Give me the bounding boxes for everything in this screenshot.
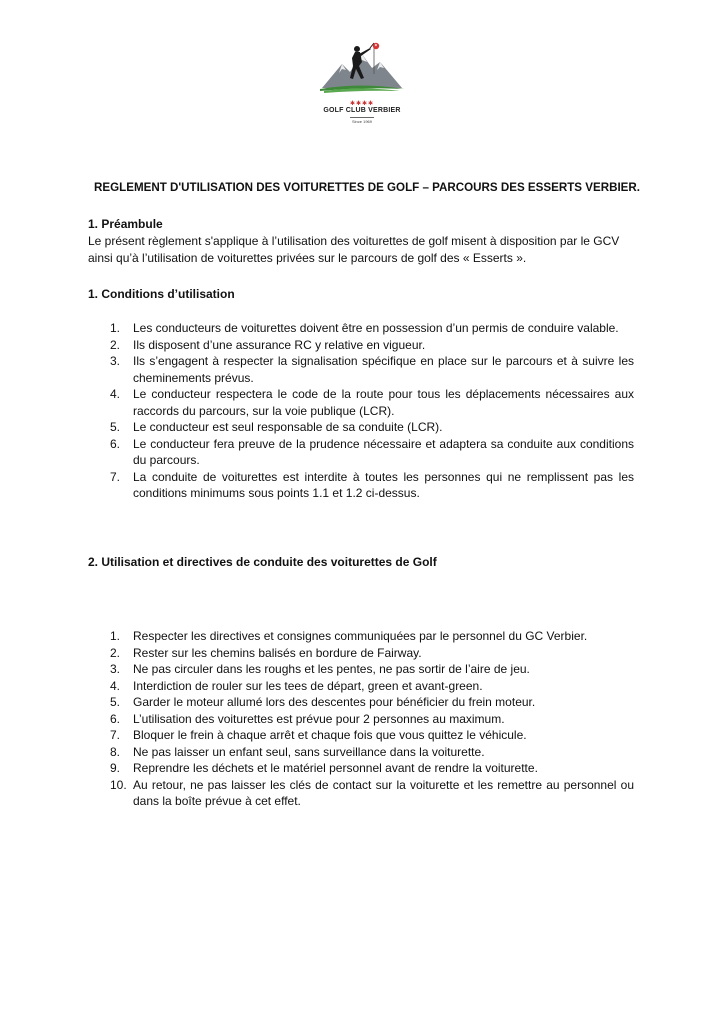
list-item-number: 4. — [110, 387, 121, 401]
list-item — [110, 436, 634, 469]
list-item-number: 2. — [110, 337, 121, 352]
list-item-text: Le conducteur fera preuve de la prudence nécessaire et adaptera sa conduite aux conditions du parcours. — [133, 436, 634, 467]
list-item-text: Interdiction de rouler sur les tees de départ, green et avant-green. — [133, 678, 483, 693]
logo-stars: ✱✱✱✱ — [349, 100, 375, 107]
list-item-number: 6. — [110, 711, 121, 726]
list-item-number: 5. — [110, 695, 121, 709]
list-item — [110, 386, 634, 419]
list-item — [110, 628, 634, 645]
list-item-number: 4. — [110, 678, 121, 693]
directives-list — [110, 628, 634, 810]
list-item-text: Rester sur les chemins balisés en bordure de Fairway. — [133, 645, 422, 660]
golfer-mountain-icon — [312, 40, 412, 100]
list-item — [110, 678, 634, 695]
logo-since: Since 1969 — [351, 119, 372, 124]
list-item-number: 3. — [110, 662, 121, 676]
list-item — [110, 744, 634, 761]
list-item — [110, 353, 634, 386]
list-item-text: Ils disposent d’une assurance RC y relative en vigueur. — [133, 337, 426, 352]
list-item-text: Garder le moteur allumé lors des descentes pour bénéficier du frein moteur. — [133, 695, 536, 709]
list-item — [110, 694, 634, 711]
list-item — [110, 469, 634, 502]
list-item-number: 7. — [110, 469, 121, 484]
list-item-text: Bloquer le frein à chaque arrêt et chaque fois que vous quittez le véhicule. — [133, 728, 527, 742]
list-item-text: L’utilisation des voiturettes est prévue pour 2 personnes au maximum. — [133, 711, 505, 726]
list-item-text: Ils s’engagent à respecter la signalisation spécifique en place sur le parcours et à suivre les cheminements prévus. — [133, 354, 634, 385]
list-item — [110, 320, 634, 337]
list-item — [110, 661, 634, 678]
list-item-text: Respecter les directives et consignes communiquées par le personnel du GC Verbier. — [133, 629, 588, 643]
logo-club-name: GOLF CLUB VERBIER — [323, 107, 401, 114]
list-item-number: 7. — [110, 728, 121, 742]
list-item-number: 10. — [110, 777, 127, 792]
logo-divider — [350, 117, 374, 118]
list-item-number: 3. — [110, 354, 121, 368]
list-item-number: 1. — [110, 321, 121, 335]
list-item-number: 9. — [110, 761, 121, 775]
list-item — [110, 711, 634, 728]
list-item-text: Reprendre les déchets et le matériel personnel avant de rendre la voiturette. — [133, 761, 538, 775]
list-item-number: 2. — [110, 645, 121, 660]
list-item-number: 5. — [110, 420, 121, 434]
list-item — [110, 645, 634, 662]
conditions-list — [110, 320, 634, 502]
list-item-number: 6. — [110, 436, 121, 451]
list-item-text: Au retour, ne pas laisser les clés de contact sur la voiturette et les remettre au personnel ou dans la boîte prévue à cet effet. — [133, 777, 634, 808]
list-item-text: Ne pas laisser un enfant seul, sans surveillance dans la voiturette. — [133, 744, 485, 759]
list-item-number: 8. — [110, 744, 121, 759]
directives-heading: 2. Utilisation et directives de conduite des voiturettes de Golf — [88, 555, 437, 569]
list-item-text: Le conducteur respectera le code de la route pour tous les déplacements nécessaires aux raccords du parcours, sur la voie publique (LCR). — [133, 387, 634, 418]
preamble-text: Le présent règlement s'applique à l’utilisation des voiturettes de golf misent à disposition par le GCV ainsi qu’à l’utilisation de voiturettes privées sur le parcours de golf des « Esserts ». — [88, 234, 620, 265]
list-item — [110, 760, 634, 777]
conditions-heading: 1. Conditions d’utilisation — [88, 287, 235, 301]
list-item-number: 1. — [110, 629, 121, 643]
list-item — [110, 727, 634, 744]
list-item-text: Ne pas circuler dans les roughs et les pentes, ne pas sortir de l’aire de jeu. — [133, 662, 530, 676]
golf-club-logo — [312, 40, 412, 140]
list-item — [110, 777, 634, 810]
list-item-text: Les conducteurs de voiturettes doivent être en possession d’un permis de conduire valable. — [133, 321, 619, 335]
list-item-text: Le conducteur est seul responsable de sa conduite (LCR). — [133, 420, 443, 434]
list-item-text: La conduite de voiturettes est interdite à toutes les personnes qui ne remplissent pas les conditions minimums sous points 1.1 et 1.2 ci-dessus. — [133, 469, 634, 500]
document-title: REGLEMENT D'UTILISATION DES VOITURETTES DE GOLF – PARCOURS DES ESSERTS VERBIER. — [94, 181, 640, 194]
list-item — [110, 419, 634, 436]
preamble-heading: 1. Préambule — [88, 217, 163, 231]
list-item — [110, 337, 634, 354]
